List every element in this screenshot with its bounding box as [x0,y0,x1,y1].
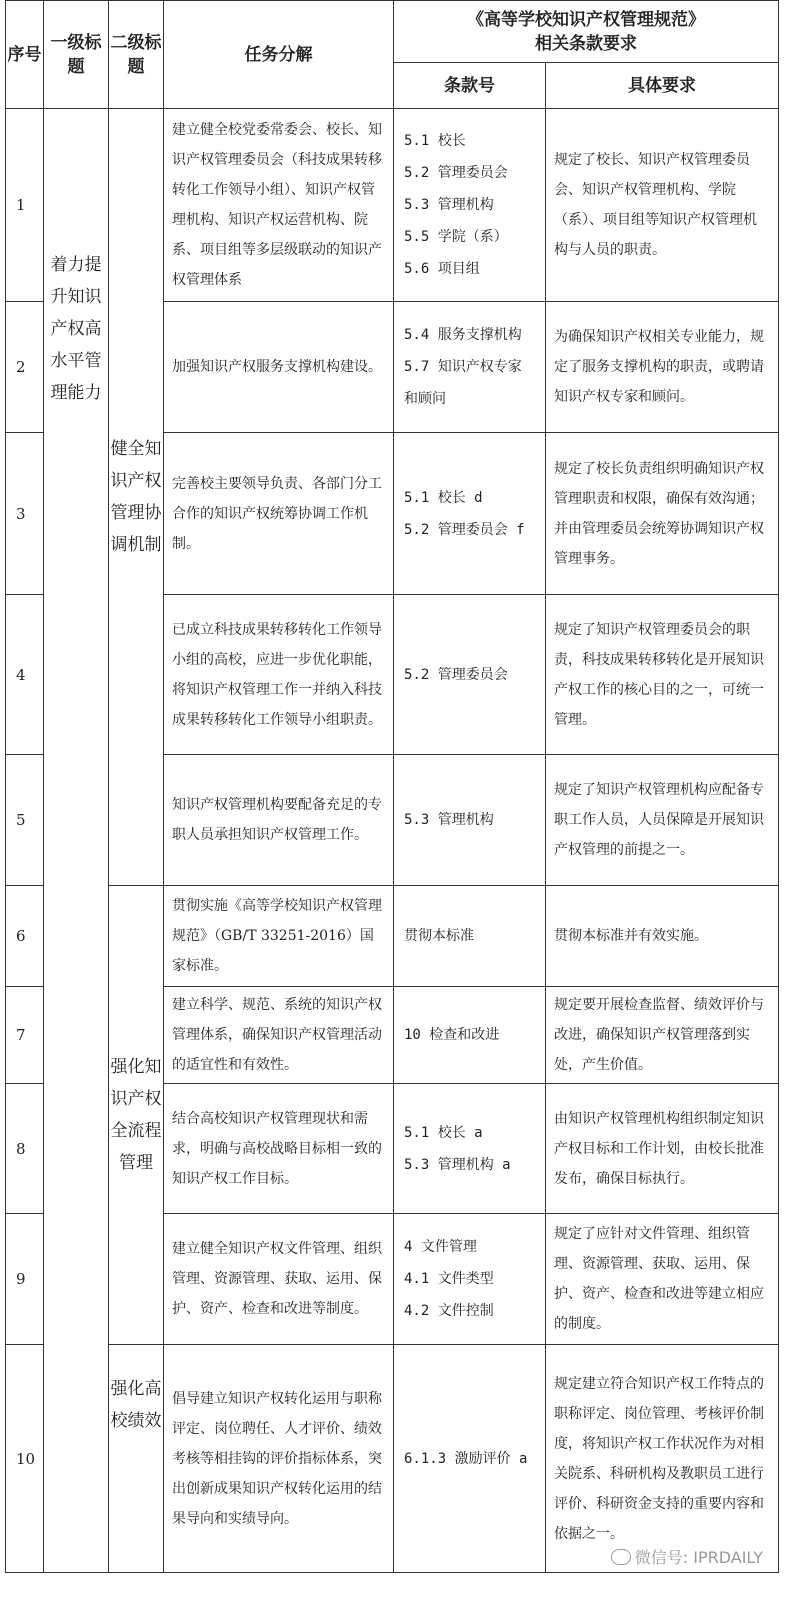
row-clauses [394,1214,546,1345]
clause-item: 10 检查和改进 [404,1027,500,1043]
clause-item: 贯彻本标准 [404,928,474,944]
ip-management-table [5,0,779,1573]
row-seq: 1 [6,109,44,302]
row-requirement: 为确保知识产权相关专业能力，规定了服务支撑机构的职责，或聘请知识产权专家和顾问。 [546,302,779,433]
level2-title: 强化高校绩效 [109,1345,164,1573]
row-clauses [394,595,546,755]
wechat-watermark [607,1545,767,1568]
clause-item: 5.4 服务支撑机构 [404,327,522,343]
wechat-icon [611,1549,631,1565]
row-seq: 5 [6,755,44,886]
row-requirement: 规定了校长、知识产权管理委员会、知识产权管理机构、学院（系）、项目组等知识产权管理机构与人员的职责。 [546,109,779,302]
clause-item: 5.3 管理机构 [404,812,494,828]
row-clauses [394,1084,546,1214]
level1-title: 着力提升知识产权高水平管理能力 [44,109,109,1573]
clause-item: 5.7 知识产权专家和顾问 [404,359,522,407]
row-requirement: 规定建立符合知识产权工作特点的职称评定、岗位管理、考核评价制度，将知识产权工作状况作为对相关院系、科研机构及教职员工进行评价、科研资金支持的重要内容和依据之一。 [546,1345,779,1573]
watermark-text: 微信号: IPRDAILY [634,1548,763,1567]
header-clause-no: 条款号 [394,63,546,109]
row-task: 结合高校知识产权管理现状和需求，明确与高校战略目标相一致的知识产权工作目标。 [164,1084,394,1214]
clause-item: 4 文件管理 [404,1239,477,1255]
row-requirement: 规定要开展检查监督、绩效评价与改进，确保知识产权管理落到实处，产生价值。 [546,987,779,1084]
row-task: 建立健全知识产权文件管理、组织管理、资源管理、获取、运用、保护、资产、检查和改进等制度。 [164,1214,394,1345]
row-seq: 2 [6,302,44,433]
row-seq: 6 [6,886,44,987]
clause-item: 5.6 项目组 [404,261,480,277]
header-level1: 一级标题 [44,1,109,109]
header-seq: 序号 [6,1,44,109]
row-clauses [394,755,546,886]
clause-item: 4.1 文件类型 [404,1271,494,1287]
clause-item: 6.1.3 激励评价 a [404,1450,528,1467]
row-seq: 9 [6,1214,44,1345]
row-seq: 3 [6,433,44,595]
row-task: 贯彻实施《高等学校知识产权管理规范》（GB/T 33251-2016）国家标准。 [164,886,394,987]
clause-item: 5.2 管理委员会 f [404,521,525,538]
row-clauses [394,1345,546,1573]
row-requirement: 规定了校长负责组织明确知识产权管理职责和权限，确保有效沟通；并由管理委员会统筹协调知识产权管理事务。 [546,433,779,595]
clause-item: 5.2 管理委员会 [404,666,508,683]
row-task: 建立健全校党委常委会、校长、知识产权管理委员会（科技成果转移转化工作领导小组）、知识产权管理机构、知识产权运营机构、院系、项目组等多层级联动的知识产权管理体系 [164,109,394,302]
row-requirement: 规定了知识产权管理机构应配备专职工作人员，人员保障是开展知识产权管理的前提之一。 [546,755,779,886]
clause-item: 5.3 管理机构 a [404,1156,511,1173]
clause-item: 4.2 文件控制 [404,1303,494,1319]
row-seq: 7 [6,987,44,1084]
row-task: 建立科学、规范、系统的知识产权管理体系，确保知识产权管理活动的适宜性和有效性。 [164,987,394,1084]
level2-title: 健全知识产权管理协调机制 [109,109,164,886]
clause-item: 5.1 校长 d [404,489,483,506]
row-seq: 8 [6,1084,44,1214]
clause-item: 5.1 校长 a [404,1124,483,1141]
row-task: 完善校主要领导负责、各部门分工合作的知识产权统筹协调工作机制。 [164,433,394,595]
row-task: 已成立科技成果转移转化工作领导小组的高校，应进一步优化职能，将知识产权管理工作一并纳入科技成果转移转化工作领导小组职责。 [164,595,394,755]
row-clauses [394,886,546,987]
row-task: 知识产权管理机构要配备充足的专职人员承担知识产权管理工作。 [164,755,394,886]
row-seq: 4 [6,595,44,755]
clause-item: 5.2 管理委员会 [404,165,508,181]
row-requirement: 由知识产权管理机构组织制定知识产权目标和工作计划，由校长批准发布，确保目标执行。 [546,1084,779,1214]
clause-item: 5.3 管理机构 [404,197,494,213]
row-requirement: 规定了应针对文件管理、组织管理、资源管理、获取、运用、保护、资产、检查和改进等建立相应的制度。 [546,1214,779,1345]
row-clauses [394,109,546,302]
level2-title: 强化知识产权全流程管理 [109,886,164,1345]
header-level2: 二级标题 [109,1,164,109]
row-requirement: 贯彻本标准并有效实施。 [546,886,779,987]
row-clauses [394,302,546,433]
row-task: 加强知识产权服务支撑机构建设。 [164,302,394,433]
header-standard-title: 《高等学校知识产权管理规范》 [467,9,705,30]
header-standard-subtitle: 相关条款要求 [535,33,637,54]
row-seq: 10 [6,1345,44,1573]
header-standard [394,1,779,63]
header-requirement: 具体要求 [546,63,779,109]
clause-item: 5.5 学院（系） [404,229,508,245]
row-clauses [394,987,546,1084]
header-task: 任务分解 [164,1,394,109]
row-task: 倡导建立知识产权转化运用与职称评定、岗位聘任、人才评价、绩效考核等相挂钩的评价指标体系，突出创新成果知识产权转化运用的结果导向和实绩导向。 [164,1345,394,1573]
row-requirement: 规定了知识产权管理委员会的职责，科技成果转移转化是开展知识产权工作的核心目的之一，可统一管理。 [546,595,779,755]
row-clauses [394,433,546,595]
clause-item: 5.1 校长 [404,133,466,149]
